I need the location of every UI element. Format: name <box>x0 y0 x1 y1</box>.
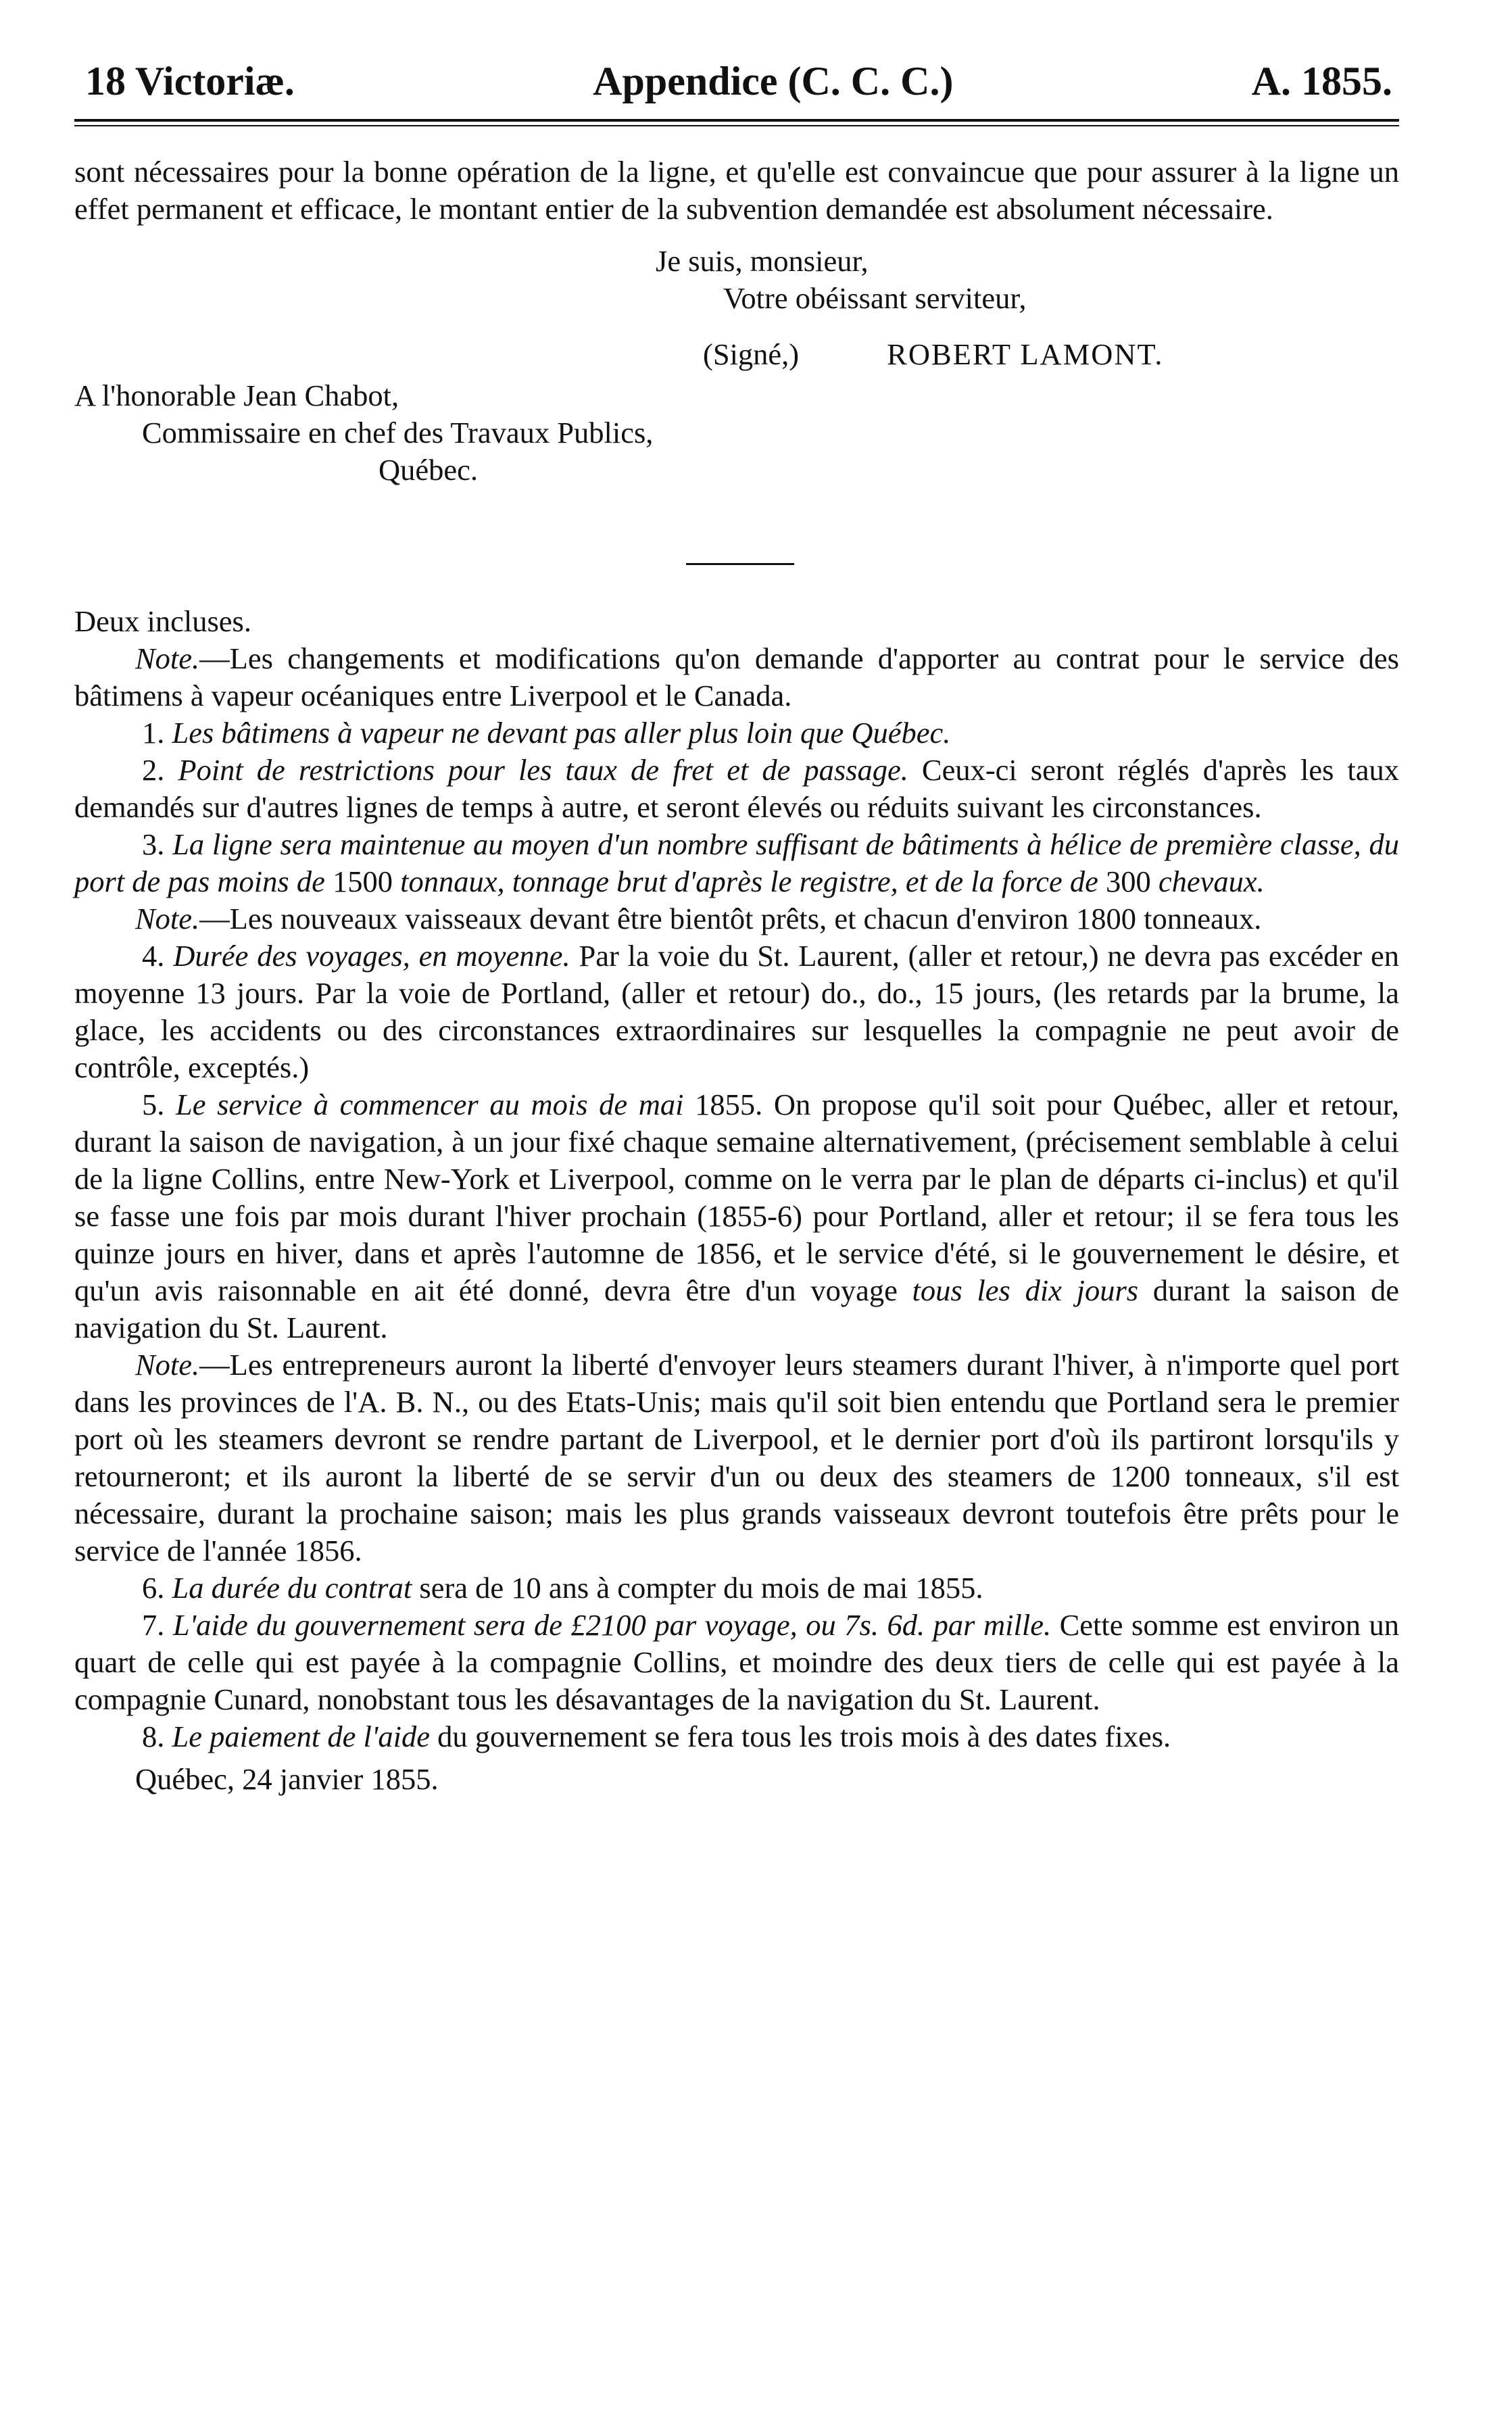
header-session: 18 Victoriæ. <box>85 59 295 103</box>
item-heading: Durée des voyages, en moyenne. <box>173 939 570 973</box>
note-label: Note. <box>135 902 200 935</box>
item-horsepower: 300 <box>1106 864 1151 898</box>
item-number: 5. <box>142 1088 165 1121</box>
item-tonnage: 1500 <box>332 864 393 898</box>
letter-closing-2: Votre obéissant serviteur, <box>723 281 1027 315</box>
note-text: —Les entrepreneurs auront la liberté d'envoyer leurs steamers durant l'hiver, à n'importe quel port dans les provinces de l'A. B. N., ou des Etats-Unis; mais qu'il soit bien entendu que Portland sera le premier port où les steamers devront se rendre partant de Liverpool, et le dernier port d'où ils partiront lorsqu'ils y retourneront; et ils auront la liberté de se servir d'un ou deux des steamers de 1200 tonneaux, s'il est nécessaire, durant la prochaine saison; mais les plus grands vaisseaux devront toutefois être prêts pour le service de l'année 1856. <box>74 1348 1399 1567</box>
item-6 <box>74 1569 1399 1607</box>
document-page <box>74 54 1399 1798</box>
item-heading: Les bâtimens à vapeur ne devant pas aller plus loin que Québec. <box>172 716 951 750</box>
item-1 <box>74 714 1399 752</box>
item-heading: La ligne sera maintenue au moyen d'un nombre suffisant de bâtiments à hélice de première classe, du port de pas moins de <box>74 827 1399 898</box>
item-heading: La durée du contrat <box>172 1571 412 1605</box>
item-5-note <box>74 1346 1399 1569</box>
recipient-line-1: A l'honorable Jean Chabot, <box>74 379 399 412</box>
item-7 <box>74 1607 1399 1718</box>
item-number: 7. <box>142 1608 165 1642</box>
item-heading: Le service à commencer au mois de mai <box>176 1088 684 1121</box>
section-separator <box>686 563 794 565</box>
item-number: 2. <box>142 753 165 787</box>
document-body <box>74 153 1399 1798</box>
item-number: 6. <box>142 1571 165 1605</box>
note-label: Note. <box>135 641 200 675</box>
enclosures-line: Deux incluses. <box>74 604 252 638</box>
item-emphasis: tous les dix jours <box>912 1273 1139 1307</box>
item-number: 3. <box>142 827 165 861</box>
item-text: 1855. On propose qu'il soit pour Québec, aller et retour, durant la saison de navigation, à un jour fixé chaque semaine alternativement, (précisement semblable à celui de la ligne Collins, entre New-York et Liverpool, comme on le verra par le plan de départs ci-inclus) et qu'il se fasse une fois par mois durant l'hiver prochain (1855-6) pour Portland, aller et retour; il se fera tous les quinze jours en hiver, dans et après l'automne de 1856, et le service d'été, si le gouvernement le désire, et qu'un avis raisonnable en ait été donné, devra être d'un voyage <box>74 1088 1400 1307</box>
recipient-line-3: Québec. <box>379 453 479 487</box>
item-5 <box>74 1086 1399 1346</box>
item-8 <box>74 1718 1399 1755</box>
note-label: Note. <box>135 1348 200 1382</box>
header-rule <box>74 119 1399 122</box>
item-text-end: durant la saison de navigation du St. Laurent. <box>74 1273 1399 1344</box>
item-heading: Point de restrictions pour les taux de fret et de passage. <box>178 753 908 787</box>
letter-closing-1: Je suis, monsieur, <box>656 244 869 278</box>
item-heading-cont: tonnaux, tonnage brut d'après le registre, et de la force de <box>400 864 1098 898</box>
item-4 <box>74 937 1399 1086</box>
letter-opening: sont nécessaires pour la bonne opération de la ligne, et qu'elle est convaincue que pour assurer à la ligne un effet permanent et efficace, le montant entier de la subvention demandée est absolument nécessaire. <box>74 155 1399 226</box>
signature-line <box>703 336 1399 373</box>
item-text: sera de 10 ans à compter du mois de mai 1855. <box>419 1571 983 1605</box>
signatory-name: ROBERT LAMONT. <box>887 337 1164 371</box>
item-3-note <box>74 900 1399 937</box>
item-number: 1. <box>142 716 165 750</box>
item-2 <box>74 752 1399 826</box>
item-text: du gouvernement se fera tous les trois mois à des dates fixes. <box>437 1720 1171 1753</box>
header-rule-thin <box>74 125 1399 126</box>
header-title: Appendice (C. C. C.) <box>593 59 954 103</box>
item-text: Par la voie du St. Laurent, (aller et retour,) ne devra pas excéder en moyenne 13 jours. Par la voie de Portland, (aller et retour) do., do., 15 jours, (les retards par la brume, la glace, les accidents ou des circonstances extraordinaires sur lesquelles la compagnie ne peut avoir de contrôle, exceptés.) <box>74 939 1400 1084</box>
running-header <box>74 54 1399 108</box>
item-heading: L'aide du gouvernement sera de £2100 par voyage, ou 7s. 6d. par mille. <box>172 1608 1052 1642</box>
item-heading-end: chevaux. <box>1158 864 1265 898</box>
item-number: 8. <box>142 1720 165 1753</box>
item-3 <box>74 826 1399 900</box>
document-date: Québec, 24 janvier 1855. <box>135 1762 439 1796</box>
note-intro <box>74 640 1399 714</box>
recipient-line-2: Commissaire en chef des Travaux Publics, <box>142 416 654 449</box>
item-text: Cette somme est environ un quart de celle qui est payée à la compagnie Collins, et moindre des deux tiers de celle qui est payée à la compagnie Cunard, nonobstant tous les désavantages de la navigation du St. Laurent. <box>74 1608 1399 1716</box>
item-heading: Le paiement de l'aide <box>172 1720 430 1753</box>
signed-label: (Signé,) <box>703 337 800 371</box>
item-number: 4. <box>142 939 165 973</box>
header-year: A. 1855. <box>1251 59 1392 103</box>
item-text: Ceux-ci seront réglés d'après les taux demandés sur d'autres lignes de temps à autre, et seront élevés ou réduits suivant les circonstances. <box>74 753 1400 824</box>
note-text: —Les nouveaux vaisseaux devant être bientôt prêts, et chacun d'environ 1800 tonneaux. <box>199 902 1262 935</box>
note-text: —Les changements et modifications qu'on demande d'apporter au contrat pour le service des bâtimens à vapeur océaniques entre Liverpool et le Canada. <box>74 641 1399 712</box>
